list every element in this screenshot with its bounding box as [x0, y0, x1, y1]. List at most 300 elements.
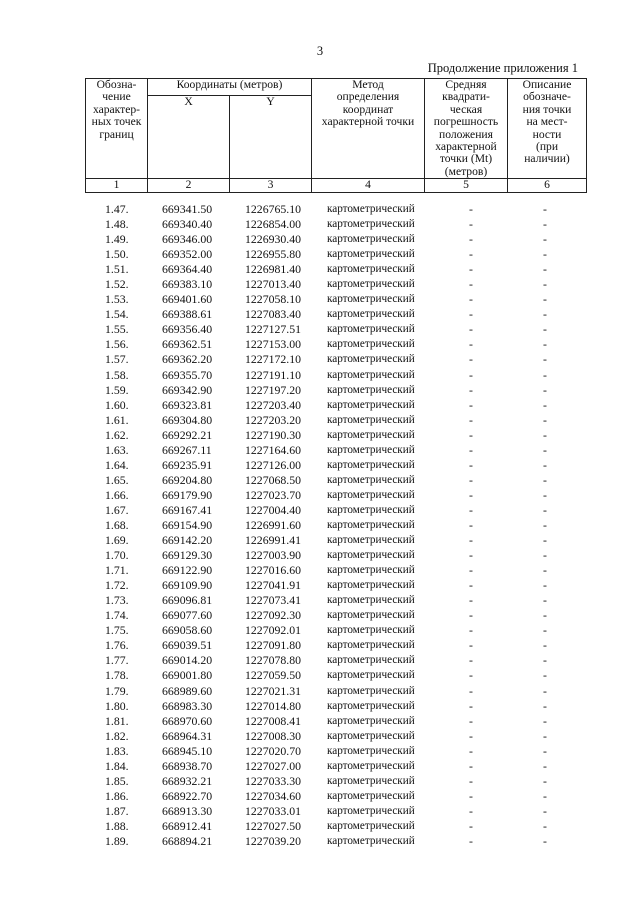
cell-coord-x: 669341.50 — [162, 202, 213, 216]
cell-point-id: 1.51. — [105, 262, 129, 277]
cell-description: - — [543, 773, 547, 788]
table-row — [85, 668, 586, 683]
cell-coord-y: 1227013.40 — [245, 277, 302, 292]
cell-description: - — [543, 412, 547, 427]
cell-method: картометрический — [327, 714, 415, 727]
cell-coord-y: 1227041.91 — [245, 578, 302, 593]
table-row — [85, 819, 586, 834]
cell-method: картометрический — [327, 594, 415, 607]
cell-coord-y: 1227033.01 — [245, 803, 302, 818]
cell-coord-y: 1227021.31 — [245, 683, 302, 698]
cell-method: картометрический — [327, 413, 415, 426]
cell-point-id: 1.59. — [105, 382, 129, 397]
cell-coord-x: 669323.81 — [162, 397, 213, 412]
table-row — [85, 789, 586, 804]
cell-point-id: 1.75. — [105, 623, 129, 638]
cell-description: - — [543, 608, 547, 623]
table-row — [85, 699, 586, 714]
table-row — [85, 307, 586, 322]
cell-point-id: 1.48. — [105, 217, 129, 232]
cell-coord-x: 669362.20 — [162, 352, 213, 367]
cell-method: картометрический — [327, 518, 415, 531]
header-number-1: 1 — [86, 179, 148, 193]
cell-coord-x: 669039.51 — [162, 638, 213, 653]
cell-description: - — [543, 668, 547, 683]
table-row — [85, 352, 586, 367]
cell-point-id: 1.78. — [105, 668, 129, 683]
cell-description: - — [543, 307, 547, 322]
cell-coord-x: 669340.40 — [162, 217, 213, 232]
cell-method: картометрический — [327, 684, 415, 697]
cell-description: - — [543, 728, 547, 743]
cell-coord-x: 668938.70 — [162, 758, 213, 773]
cell-mean-error: - — [469, 322, 473, 337]
cell-mean-error: - — [469, 457, 473, 472]
cell-coord-y: 1227092.30 — [245, 608, 302, 623]
cell-point-id: 1.65. — [105, 472, 129, 487]
cell-coord-x: 669058.60 — [162, 623, 213, 638]
table-row — [85, 503, 586, 518]
table-row — [85, 383, 586, 398]
cell-mean-error: - — [469, 773, 473, 788]
cell-coord-x: 668964.31 — [162, 728, 213, 743]
cell-description: - — [543, 352, 547, 367]
cell-coord-x: 669179.90 — [162, 487, 213, 502]
cell-mean-error: - — [469, 743, 473, 758]
table-row — [85, 337, 586, 352]
table-header — [85, 78, 587, 193]
cell-description: - — [543, 322, 547, 337]
cell-method: картометрический — [327, 654, 415, 667]
cell-method: картометрический — [327, 639, 415, 652]
cell-coord-y: 1227083.40 — [245, 307, 302, 322]
cell-coord-x: 668913.30 — [162, 803, 213, 818]
table-row — [85, 428, 586, 443]
cell-mean-error: - — [469, 623, 473, 638]
cell-coord-y: 1227126.00 — [245, 457, 302, 472]
cell-mean-error: - — [469, 638, 473, 653]
cell-method: картометрический — [327, 473, 415, 486]
table-row — [85, 443, 586, 458]
cell-coord-y: 1226955.80 — [245, 247, 302, 262]
cell-coord-x: 669388.61 — [162, 307, 213, 322]
cell-method: картометрический — [327, 564, 415, 577]
cell-point-id: 1.52. — [105, 277, 129, 292]
cell-coord-x: 669235.91 — [162, 457, 213, 472]
cell-point-id: 1.60. — [105, 397, 129, 412]
cell-mean-error: - — [469, 352, 473, 367]
cell-mean-error: - — [469, 277, 473, 292]
cell-mean-error: - — [469, 262, 473, 277]
cell-description: - — [543, 818, 547, 833]
table-row — [85, 488, 586, 503]
cell-coord-y: 1227020.70 — [245, 743, 302, 758]
cell-coord-y: 1227033.30 — [245, 773, 302, 788]
table-row — [85, 413, 586, 428]
cell-method: картометрический — [327, 488, 415, 501]
table-row — [85, 653, 586, 668]
cell-description: - — [543, 247, 547, 262]
cell-description: - — [543, 683, 547, 698]
header-y: Y — [230, 96, 312, 179]
table-row — [85, 623, 586, 638]
cell-point-id: 1.68. — [105, 517, 129, 532]
cell-mean-error: - — [469, 367, 473, 382]
cell-mean-error: - — [469, 412, 473, 427]
cell-description: - — [543, 548, 547, 563]
cell-coord-x: 669383.10 — [162, 277, 213, 292]
cell-coord-x: 668945.10 — [162, 743, 213, 758]
table-row — [85, 322, 586, 337]
cell-mean-error: - — [469, 502, 473, 517]
table-row — [85, 518, 586, 533]
cell-coord-x: 669292.21 — [162, 427, 213, 442]
table-row — [85, 834, 586, 849]
cell-method: картометрический — [327, 624, 415, 637]
cell-method: картометрический — [327, 368, 415, 381]
table-row — [85, 578, 586, 593]
cell-method: картометрический — [327, 804, 415, 817]
cell-coord-y: 1227008.30 — [245, 728, 302, 743]
cell-description: - — [543, 262, 547, 277]
cell-coord-y: 1227172.10 — [245, 352, 302, 367]
header-number-4: 4 — [312, 179, 425, 193]
table-row — [85, 398, 586, 413]
cell-coord-x: 669304.80 — [162, 412, 213, 427]
cell-description: - — [543, 457, 547, 472]
cell-coord-y: 1226765.10 — [245, 202, 302, 216]
cell-coord-y: 1227190.30 — [245, 427, 302, 442]
cell-coord-x: 669355.70 — [162, 367, 213, 382]
cell-description: - — [543, 472, 547, 487]
cell-coord-x: 669122.90 — [162, 563, 213, 578]
cell-coord-x: 669109.90 — [162, 578, 213, 593]
cell-method: картометрический — [327, 218, 415, 231]
cell-point-id: 1.85. — [105, 773, 129, 788]
cell-description: - — [543, 653, 547, 668]
cell-mean-error: - — [469, 608, 473, 623]
cell-method: картометрический — [327, 609, 415, 622]
cell-mean-error: - — [469, 653, 473, 668]
cell-description: - — [543, 397, 547, 412]
cell-mean-error: - — [469, 563, 473, 578]
cell-mean-error: - — [469, 668, 473, 683]
cell-mean-error: - — [469, 397, 473, 412]
cell-description: - — [543, 502, 547, 517]
cell-point-id: 1.54. — [105, 307, 129, 322]
cell-mean-error: - — [469, 442, 473, 457]
cell-point-id: 1.50. — [105, 247, 129, 262]
cell-description: - — [543, 788, 547, 803]
cell-method: картометрический — [327, 353, 415, 366]
cell-coord-y: 1227058.10 — [245, 292, 302, 307]
cell-description: - — [543, 533, 547, 548]
cell-description: - — [543, 803, 547, 818]
cell-point-id: 1.89. — [105, 833, 129, 848]
cell-method: картометрический — [327, 549, 415, 562]
cell-method: картометрический — [327, 263, 415, 276]
cell-method: картометрический — [327, 579, 415, 592]
header-mean-error: Средняя квадрати- ческая погрешность положения характерной точки (Mt) (метров) — [425, 79, 508, 179]
table-row — [85, 729, 586, 744]
cell-coord-x: 669342.90 — [162, 382, 213, 397]
cell-description: - — [543, 833, 547, 848]
cell-point-id: 1.74. — [105, 608, 129, 623]
cell-description: - — [543, 382, 547, 397]
cell-coord-y: 1227127.51 — [245, 322, 302, 337]
cell-coord-x: 668932.21 — [162, 773, 213, 788]
cell-point-id: 1.57. — [105, 352, 129, 367]
header-method: Метод определения координат характерной точки — [312, 79, 425, 179]
cell-coord-y: 1227073.41 — [245, 593, 302, 608]
cell-method: картометрический — [327, 443, 415, 456]
table-row — [85, 533, 586, 548]
cell-method: картометрический — [327, 834, 415, 847]
cell-point-id: 1.87. — [105, 803, 129, 818]
cell-coord-y: 1227091.80 — [245, 638, 302, 653]
table-row — [85, 458, 586, 473]
header-x: X — [148, 96, 230, 179]
cell-mean-error: - — [469, 698, 473, 713]
cell-coord-x: 669364.40 — [162, 262, 213, 277]
cell-mean-error: - — [469, 487, 473, 502]
cell-method: картометрический — [327, 323, 415, 336]
cell-coord-x: 669129.30 — [162, 548, 213, 563]
header-number-2: 2 — [148, 179, 230, 193]
table-row — [85, 473, 586, 488]
cell-point-id: 1.49. — [105, 232, 129, 247]
cell-method: картометрический — [327, 248, 415, 261]
cell-description: - — [543, 593, 547, 608]
cell-point-id: 1.66. — [105, 487, 129, 502]
cell-method: картометрический — [327, 744, 415, 757]
cell-mean-error: - — [469, 337, 473, 352]
cell-coord-x: 669352.00 — [162, 247, 213, 262]
cell-description: - — [543, 563, 547, 578]
cell-mean-error: - — [469, 307, 473, 322]
cell-method: картометрический — [327, 458, 415, 471]
appendix-caption: Продолжение приложения 1 — [427, 61, 578, 75]
cell-mean-error: - — [469, 758, 473, 773]
cell-method: картометрический — [327, 819, 415, 832]
cell-description: - — [543, 232, 547, 247]
cell-method: картометрический — [327, 699, 415, 712]
table-row — [85, 714, 586, 729]
table-row — [85, 548, 586, 563]
cell-mean-error: - — [469, 818, 473, 833]
cell-coord-x: 669362.51 — [162, 337, 213, 352]
cell-point-id: 1.84. — [105, 758, 129, 773]
cell-description: - — [543, 517, 547, 532]
cell-point-id: 1.80. — [105, 698, 129, 713]
cell-coord-y: 1227078.80 — [245, 653, 302, 668]
cell-point-id: 1.63. — [105, 442, 129, 457]
cell-coord-x: 669142.20 — [162, 533, 213, 548]
cell-mean-error: - — [469, 217, 473, 232]
cell-method: картометрический — [327, 428, 415, 441]
cell-coord-y: 1227023.70 — [245, 487, 302, 502]
cell-description: - — [543, 743, 547, 758]
header-description: Описание обозначе- ния точки на мест- ности (при наличии) — [508, 79, 587, 179]
table-row — [85, 774, 586, 789]
cell-description: - — [543, 578, 547, 593]
cell-coord-y: 1227197.20 — [245, 382, 302, 397]
cell-method: картометрический — [327, 669, 415, 682]
cell-coord-x: 669096.81 — [162, 593, 213, 608]
table-row — [85, 593, 586, 608]
cell-point-id: 1.73. — [105, 593, 129, 608]
cell-point-id: 1.64. — [105, 457, 129, 472]
table-row — [85, 608, 586, 623]
cell-coord-y: 1226991.60 — [245, 517, 302, 532]
cell-mean-error: - — [469, 517, 473, 532]
cell-mean-error: - — [469, 548, 473, 563]
cell-coord-y: 1227203.40 — [245, 397, 302, 412]
cell-coord-y: 1227164.60 — [245, 442, 302, 457]
table-row — [85, 638, 586, 653]
cell-description: - — [543, 487, 547, 502]
cell-method: картометрический — [327, 233, 415, 246]
cell-coord-y: 1227039.20 — [245, 833, 302, 848]
cell-coord-x: 668922.70 — [162, 788, 213, 803]
cell-coord-y: 1227027.00 — [245, 758, 302, 773]
cell-coord-x: 669204.80 — [162, 472, 213, 487]
page-number: 3 — [316, 44, 324, 58]
header-point-designation: Обозна- чение характер- ных точек границ — [86, 79, 148, 179]
cell-coord-y: 1227016.60 — [245, 563, 302, 578]
cell-description: - — [543, 427, 547, 442]
cell-coord-x: 669167.41 — [162, 502, 213, 517]
cell-coord-x: 669001.80 — [162, 668, 213, 683]
cell-coord-y: 1226854.00 — [245, 217, 302, 232]
cell-point-id: 1.77. — [105, 653, 129, 668]
cell-method: картометрический — [327, 338, 415, 351]
cell-description: - — [543, 623, 547, 638]
cell-point-id: 1.62. — [105, 427, 129, 442]
cell-mean-error: - — [469, 232, 473, 247]
cell-point-id: 1.81. — [105, 713, 129, 728]
cell-point-id: 1.61. — [105, 412, 129, 427]
cell-point-id: 1.86. — [105, 788, 129, 803]
cell-point-id: 1.71. — [105, 563, 129, 578]
cell-coord-x: 668912.41 — [162, 818, 213, 833]
cell-coord-x: 668894.21 — [162, 833, 213, 848]
table-row — [85, 368, 586, 383]
cell-method: картометрический — [327, 293, 415, 306]
cell-method: картометрический — [327, 774, 415, 787]
cell-mean-error: - — [469, 247, 473, 262]
cell-coord-y: 1226981.40 — [245, 262, 302, 277]
cell-description: - — [543, 713, 547, 728]
cell-point-id: 1.79. — [105, 683, 129, 698]
cell-mean-error: - — [469, 472, 473, 487]
cell-description: - — [543, 442, 547, 457]
cell-point-id: 1.55. — [105, 322, 129, 337]
cell-point-id: 1.47. — [105, 202, 129, 216]
cell-method: картометрический — [327, 383, 415, 396]
table-row — [85, 684, 586, 699]
cell-point-id: 1.70. — [105, 548, 129, 563]
table-row — [85, 202, 586, 217]
header-number-5: 5 — [425, 179, 508, 193]
cell-description: - — [543, 202, 547, 216]
cell-coord-y: 1227092.01 — [245, 623, 302, 638]
cell-coord-y: 1227203.20 — [245, 412, 302, 427]
cell-mean-error: - — [469, 803, 473, 818]
cell-point-id: 1.56. — [105, 337, 129, 352]
cell-description: - — [543, 277, 547, 292]
cell-point-id: 1.88. — [105, 818, 129, 833]
cell-coord-y: 1227059.50 — [245, 668, 302, 683]
cell-coord-x: 669346.00 — [162, 232, 213, 247]
table-row — [85, 759, 586, 774]
cell-method: картометрический — [327, 278, 415, 291]
cell-method: картометрический — [327, 398, 415, 411]
cell-mean-error: - — [469, 578, 473, 593]
cell-point-id: 1.72. — [105, 578, 129, 593]
cell-coord-y: 1227034.60 — [245, 788, 302, 803]
cell-coord-x: 668983.30 — [162, 698, 213, 713]
cell-coord-x: 669267.11 — [162, 442, 212, 457]
table-row — [85, 232, 586, 247]
cell-method: картометрический — [327, 308, 415, 321]
cell-coord-y: 1227004.40 — [245, 502, 302, 517]
cell-point-id: 1.67. — [105, 502, 129, 517]
cell-mean-error: - — [469, 833, 473, 848]
table-row — [85, 744, 586, 759]
cell-mean-error: - — [469, 382, 473, 397]
cell-coord-y: 1226991.41 — [245, 533, 302, 548]
table-row — [85, 277, 586, 292]
cell-coord-y: 1227191.10 — [245, 367, 302, 382]
table-body — [85, 202, 586, 849]
cell-coord-x: 669154.90 — [162, 517, 213, 532]
cell-mean-error: - — [469, 683, 473, 698]
cell-method: картометрический — [327, 203, 415, 215]
cell-description: - — [543, 337, 547, 352]
cell-coord-x: 668989.60 — [162, 683, 213, 698]
table-row — [85, 217, 586, 232]
cell-coord-x: 669014.20 — [162, 653, 213, 668]
cell-coord-y: 1227014.80 — [245, 698, 302, 713]
header-coordinates-group: Координаты (метров) — [148, 79, 312, 96]
cell-coord-y: 1227068.50 — [245, 472, 302, 487]
cell-description: - — [543, 638, 547, 653]
table-row — [85, 292, 586, 307]
cell-coord-y: 1227153.00 — [245, 337, 302, 352]
cell-method: картометрический — [327, 503, 415, 516]
cell-method: картометрический — [327, 534, 415, 547]
cell-mean-error: - — [469, 533, 473, 548]
cell-coord-x: 669356.40 — [162, 322, 213, 337]
table-row — [85, 262, 586, 277]
table-row — [85, 563, 586, 578]
cell-point-id: 1.83. — [105, 743, 129, 758]
cell-coord-y: 1227027.50 — [245, 818, 302, 833]
cell-method: картометрический — [327, 729, 415, 742]
cell-coord-y: 1226930.40 — [245, 232, 302, 247]
cell-description: - — [543, 292, 547, 307]
cell-description: - — [543, 217, 547, 232]
cell-method: картометрический — [327, 759, 415, 772]
cell-point-id: 1.53. — [105, 292, 129, 307]
header-number-6: 6 — [508, 179, 587, 193]
cell-point-id: 1.58. — [105, 367, 129, 382]
table-row — [85, 247, 586, 262]
cell-mean-error: - — [469, 292, 473, 307]
cell-mean-error: - — [469, 728, 473, 743]
cell-mean-error: - — [469, 788, 473, 803]
